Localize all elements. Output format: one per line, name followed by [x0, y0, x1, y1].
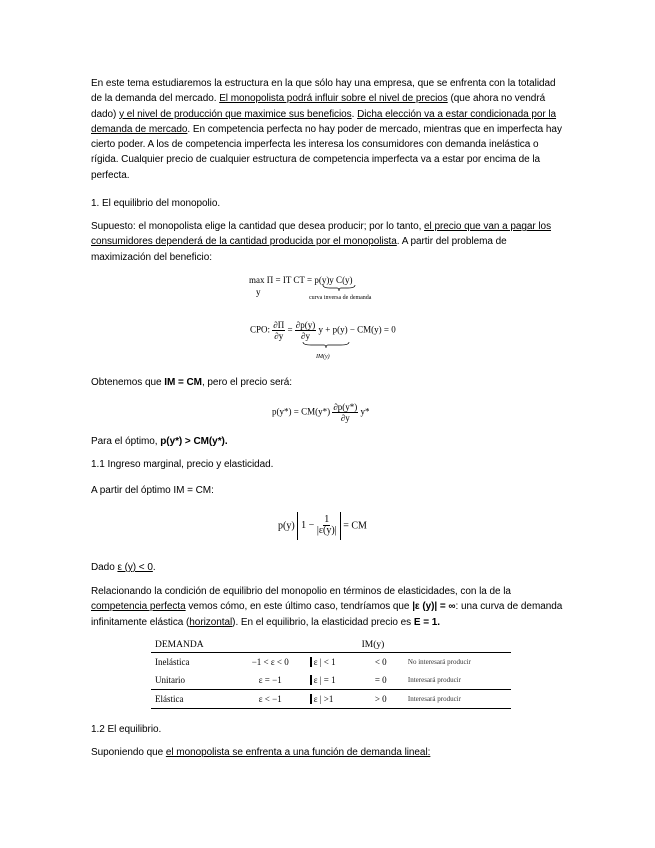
brace-marginal-revenue [302, 341, 350, 349]
assumption-paragraph: Supuesto: el monopolista elige la cantidad que desea producir; por lo tanto, el precio que van a pagar los consumidores dependerá de la cantidad producida por el monopolista. A partir del problema de maximización del beneficio: [91, 221, 552, 263]
header-demanda: DEMANDA [151, 638, 236, 653]
optimum-paragraph: Para el óptimo, p(y*) > CM(y*). [91, 436, 228, 447]
equation-elasticity: p(y) 1 − $\frac{1}{|\varepsilon(y)|}$ = CM [278, 512, 367, 540]
linear-demand-line: Suponiendo que el monopolista se enfrenta a una función de demanda lineal: [91, 747, 431, 758]
equation-cpo: CPO: $\frac{\partial\Pi}{\partial y}$ = $\frac{\partial p(y)}{\partial y}$ y + p(y) − CM(y) = 0 [250, 320, 396, 341]
header-note [404, 638, 511, 653]
section-heading-1: 1. El equilibrio del monopolio. [91, 198, 221, 209]
intro-paragraph: En este tema estudiaremos la estructura en la que sólo hay una empresa, que se enfrenta con la totalidad de la demanda del mercado. El monopolista podrá influir sobre el nivel de precios (que ahora no vendrá dado) y el nivel de producción que maximice sus beneficios. Dicha elección va a estar condicionada por la demanda de mercado. En competencia perfecta no hay poder de mercado, mientras que en imperfecta hay cierto poder. A los de competencia imperfecta les interesa los consumidores con demanda inelástica o rígida. Cualquier precio de cualquier estructura de competencia imperfecta va a estar por encima de la perfecta. [91, 78, 562, 181]
brace-demand [322, 284, 356, 292]
section-heading-1-2: 1.2 El equilibrio. [91, 724, 162, 735]
optimum-im-cm-line: A partir del óptimo IM = CM: [91, 485, 214, 496]
table-header-row [151, 638, 511, 653]
table-row: Unitario ε = −1 ε | = 1 = 0 Interesará producir [151, 671, 511, 690]
equation-price: p(y*) = CM(y*) $\frac{\partial p(y*)}{\partial y}$ y* [272, 402, 370, 423]
equation-max-variable: y [256, 287, 261, 297]
brace-label-im: IM(y) [316, 354, 330, 360]
fraction-dp-dy: $\frac{\partial p(y)}{\partial y}$ [295, 320, 316, 341]
fraction-dp-star: $\frac{\partial p(y*)}{\partial y}$ [333, 402, 358, 423]
demand-table [151, 638, 511, 709]
section-heading-1-1: 1.1 Ingreso marginal, precio y elasticidad. [91, 459, 274, 470]
brace-label-demand: curva inversa de demanda [309, 295, 372, 301]
abs-bar [310, 657, 312, 667]
header-im: IM(y) [358, 638, 404, 653]
im-cm-paragraph: Obtenemos que IM = CM, pero el precio será: [91, 377, 293, 388]
table-row: Elástica ε < −1 ε | >1 > 0 Interesará producir [151, 690, 511, 709]
header-range [236, 638, 304, 653]
table-row: Inelástica −1 < ε < 0 ε | < 1 < 0 No interesará producir [155, 656, 471, 667]
header-abs [304, 638, 357, 653]
abs-bar [310, 694, 312, 704]
bracket-group: 1 − $\frac{1}{|\varepsilon(y)|}$ [297, 512, 341, 540]
given-elasticity: Dado ε (y) < 0. [91, 562, 156, 573]
fraction-one-over-elasticity: $\frac{1}{|\varepsilon(y)|}$ [316, 514, 337, 537]
fraction-dpi-dy: $\frac{\partial\Pi}{\partial y}$ [273, 320, 285, 341]
equation-profit-max: max Π = IT CT = p(y)y C(y) [249, 275, 353, 285]
elasticity-paragraph: Relacionando la condición de equilibrio del monopolio en términos de elasticidades, con la de la competencia perfecta vemos cómo, en este último caso, tendríamos que |ε (y)| = ∞: una curva de demanda infinitamente elástica (horizontal). En el equilibrio, la elasticidad precio es E = 1. [91, 586, 563, 628]
abs-bar [310, 675, 312, 685]
